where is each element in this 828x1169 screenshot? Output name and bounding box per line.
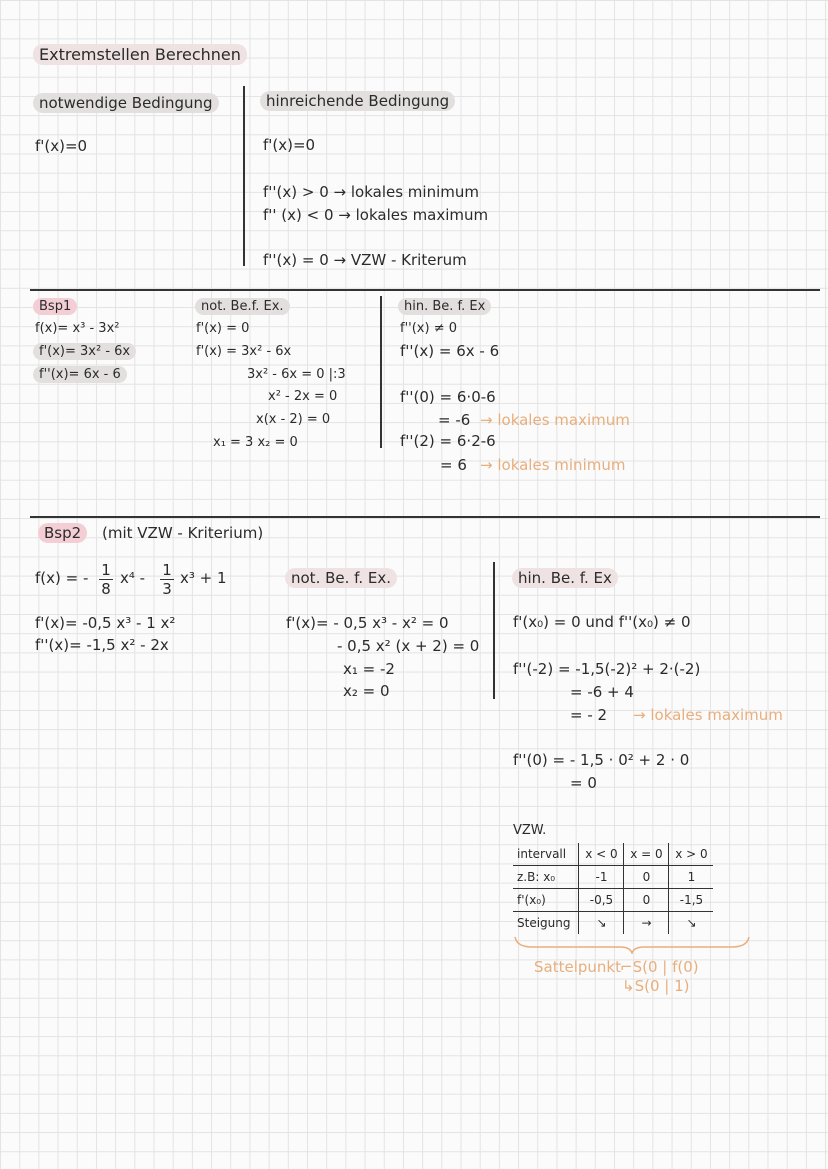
page-title: Extremstellen Berechnen xyxy=(33,46,247,64)
bsp2-divider xyxy=(493,562,495,699)
saddle-label: Sattelpunkt xyxy=(534,958,621,976)
bsp1-not-line-6: x₁ = 3 x₂ = 0 xyxy=(213,435,298,450)
bsp1-hin-line-5: f''(2) = 6·2-6 xyxy=(400,432,496,450)
vzw-table xyxy=(513,843,713,934)
bsp2-hin-line-4: f''(0) = - 1,5 · 0² + 2 · 0 xyxy=(513,751,690,769)
bsp2-hin-line-3: = - 2 xyxy=(570,706,608,724)
bsp2-subtitle: (mit VZW - Kriterium) xyxy=(102,524,264,542)
rule-vzw: f''(x) = 0 → VZW - Kriterum xyxy=(263,251,467,269)
bsp1-function: f(x)= x³ - 3x² xyxy=(35,321,120,336)
bsp2-function-prefix: f(x) = - xyxy=(35,569,89,587)
bsp2-not-line-2: - 0,5 x² (x + 2) = 0 xyxy=(337,637,480,655)
bsp1-not-line-3: 3x² - 6x = 0 |:3 xyxy=(247,367,346,382)
bsp2-not-line-3: x₁ = -2 xyxy=(343,660,395,678)
bsp1-second-derivative: f''(x)= 6x - 6 xyxy=(33,366,127,384)
bsp2-label: Bsp2 xyxy=(38,524,87,542)
bsp2-function-suffix: x³ + 1 xyxy=(180,569,227,587)
bsp2-not-line-4: x₂ = 0 xyxy=(343,682,390,700)
bsp2-fraction-2: 1 3 xyxy=(160,562,174,597)
bsp1-hin-line-6: = 6 xyxy=(440,456,467,474)
bsp2-function-middle: x⁴ - xyxy=(120,569,146,587)
bsp1-not-title: not. Be.f. Ex. xyxy=(195,298,290,316)
bsp2-hin-line-5: = 0 xyxy=(570,774,597,792)
bsp2-second-derivative: f''(x)= -1,5 x² - 2x xyxy=(35,636,169,654)
bsp1-first-derivative: f'(x)= 3x² - 6x xyxy=(33,343,136,361)
saddle-point-2: ↳S(0 | 1) xyxy=(622,977,690,995)
bsp1-hin-line-1: f''(x) ≠ 0 xyxy=(400,321,457,336)
bsp1-hin-title: hin. Be. f. Ex xyxy=(398,298,491,316)
rule-maximum: f'' (x) < 0 → lokales maximum xyxy=(263,206,489,224)
bsp1-hin-line-3: f''(0) = 6·0-6 xyxy=(400,388,496,406)
bsp1-result-min: → lokales minimum xyxy=(480,456,626,474)
vzw-label: VZW. xyxy=(513,823,547,838)
rule-minimum: f''(x) > 0 → lokales minimum xyxy=(263,183,479,201)
bsp1-divider xyxy=(380,296,382,448)
bsp1-not-line-5: x(x - 2) = 0 xyxy=(256,412,331,427)
bsp2-hin-title: hin. Be. f. Ex xyxy=(512,569,618,587)
bsp1-hin-line-4: = -6 xyxy=(438,411,471,429)
notwendig-label: notwendige Bedingung xyxy=(33,94,219,112)
table-row: Steigung ↘ → ↘ xyxy=(513,912,713,935)
saddle-brace xyxy=(512,934,752,954)
hinreichend-equation: f'(x)=0 xyxy=(263,136,316,154)
bsp1-not-line-2: f'(x) = 3x² - 6x xyxy=(196,344,292,359)
bsp1-hin-line-2: f''(x) = 6x - 6 xyxy=(400,342,500,360)
bsp2-not-line-1: f'(x)= - 0,5 x³ - x² = 0 xyxy=(286,614,449,632)
section-divider-1 xyxy=(30,289,820,291)
conditions-divider xyxy=(243,86,245,266)
table-row: f'(x₀) -0,5 0 -1,5 xyxy=(513,889,713,912)
table-row: intervall x < 0 x = 0 x > 0 xyxy=(513,843,713,866)
hinreichend-label: hinreichende Bedingung xyxy=(260,92,455,110)
bsp1-label: Bsp1 xyxy=(33,298,77,316)
bsp2-hin-line-2: = -6 + 4 xyxy=(570,683,634,701)
table-row: z.B: x₀ -1 0 1 xyxy=(513,866,713,889)
bsp2-not-title: not. Be. f. Ex. xyxy=(285,569,397,587)
bsp1-not-line-4: x² - 2x = 0 xyxy=(268,389,338,404)
section-divider-2 xyxy=(30,516,820,518)
bsp1-result-max: → lokales maximum xyxy=(480,411,630,429)
saddle-point-1: ⌐S(0 | f(0) xyxy=(620,958,699,976)
bsp2-result-max: → lokales maximum xyxy=(633,706,783,724)
bsp2-fraction-1: 1 8 xyxy=(99,562,113,597)
bsp2-first-derivative: f'(x)= -0,5 x³ - 1 x² xyxy=(35,614,176,632)
bsp1-not-line-1: f'(x) = 0 xyxy=(196,321,250,336)
bsp2-hin-line-1: f''(-2) = -1,5(-2)² + 2·(-2) xyxy=(513,660,701,678)
bsp2-hin-condition: f'(x₀) = 0 und f''(x₀) ≠ 0 xyxy=(513,613,691,631)
notwendig-equation: f'(x)=0 xyxy=(35,137,88,155)
